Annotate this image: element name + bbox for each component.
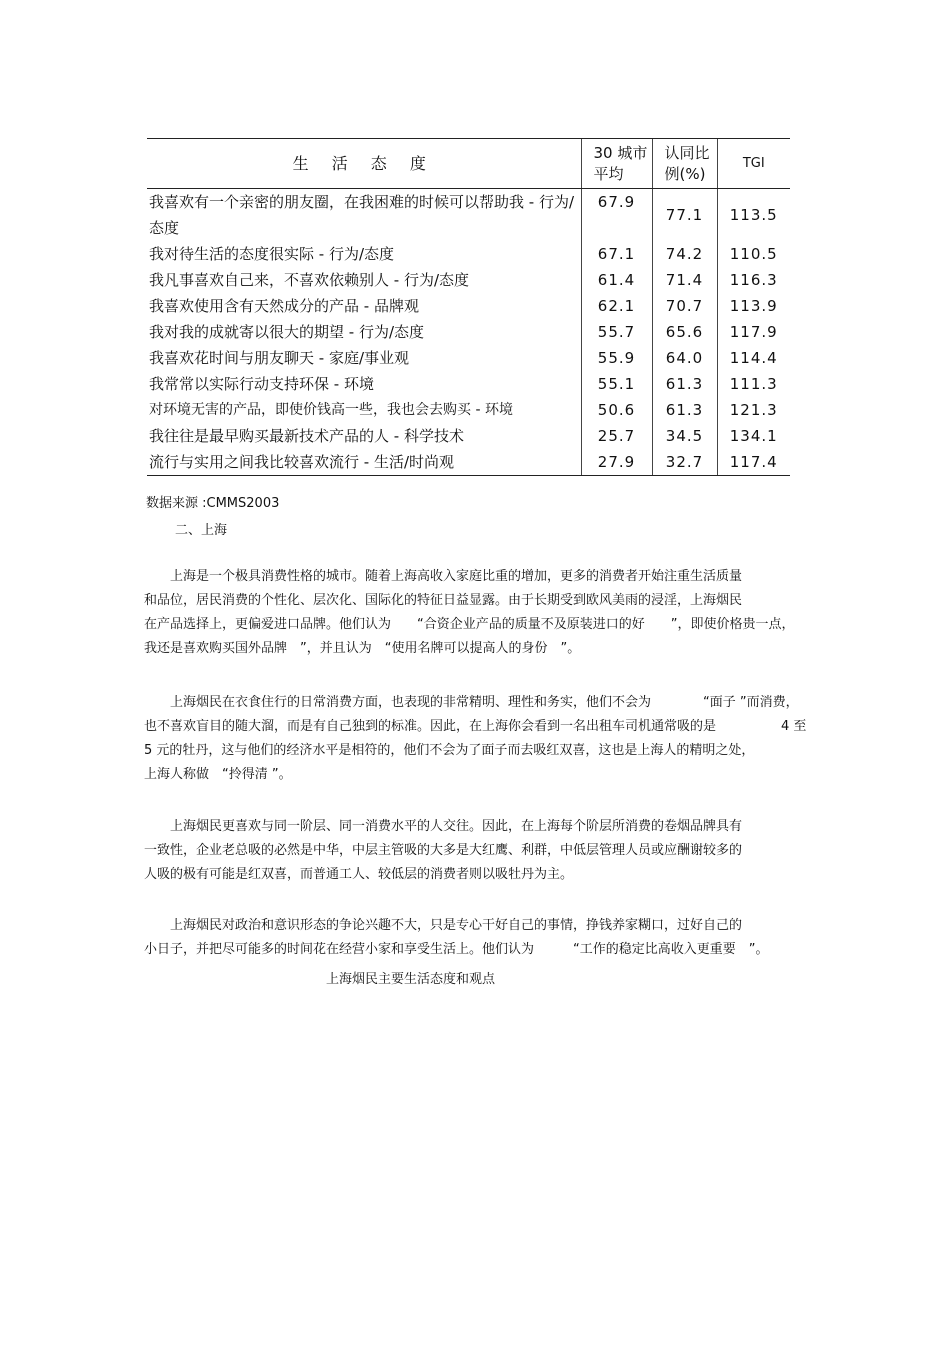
row-agreement-ratio: 32.7 xyxy=(652,449,717,476)
paragraph-line: 上海人称做 “拎得清 ”。 xyxy=(144,767,292,782)
table-row xyxy=(147,397,790,423)
row-tgi: 111.3 xyxy=(717,371,790,397)
paragraph-line: 我还是喜欢购买国外品牌 ”，并且认为 “使用名牌可以提高人的身份 ”。 xyxy=(144,641,581,656)
paragraph-line: 上海烟民在衣食住行的日常消费方面，也表现的非常精明、理性和务实，他们不会为 “面子 ”而消费， xyxy=(144,695,799,710)
row-statement: 我往往是最早购买最新技术产品的人 - 科学技术 xyxy=(149,427,464,445)
row-city-average: 25.7 xyxy=(581,423,652,449)
header-attitude: 生 活 态 度 xyxy=(147,139,581,189)
table-row xyxy=(147,267,790,293)
row-agreement-ratio: 64.0 xyxy=(652,345,717,371)
paragraph-daily-consumption xyxy=(144,691,814,787)
row-statement: 我凡事喜欢自己来，不喜欢依赖别人 - 行为/态度 xyxy=(149,271,470,289)
section-title: 二、上海 xyxy=(175,523,228,538)
attitude-table xyxy=(147,138,790,476)
row-statement: 对环境无害的产品，即使价钱高一些，我也会去购买 - 环境 xyxy=(149,402,513,418)
table-row xyxy=(147,371,790,397)
paragraph-line: 上海烟民更喜欢与同一阶层、同一消费水平的人交往。因此，在上海每个阶层所消费的卷烟品牌具有 xyxy=(144,819,743,834)
paragraph-line: 5 元的牡丹，这与他们的经济水平是相符的，他们不会为了面子而去吸红双喜，这也是上海人的精明之处， xyxy=(144,743,755,758)
row-statement: 我喜欢使用含有天然成分的产品 - 品牌观 xyxy=(149,297,419,315)
table-row xyxy=(147,449,790,476)
row-statement: 流行与实用之间我比较喜欢流行 - 生活/时尚观 xyxy=(147,449,581,476)
row-city-average: 55.7 xyxy=(581,319,652,345)
table-row xyxy=(147,319,790,345)
row-tgi: 121.3 xyxy=(717,397,790,423)
row-statement: 我对我的成就寄以很大的期望 - 行为/态度 xyxy=(149,323,425,341)
paragraph-consumption-character xyxy=(144,565,814,661)
row-agreement-ratio: 74.2 xyxy=(652,241,717,267)
paragraph-line: 一致性，企业老总吸的必然是中华，中层主管吸的大多是大红鹰、利群，中低层管理人员或应酬谢较多的 xyxy=(144,843,743,858)
header-tgi: TGI xyxy=(717,139,790,189)
row-statement: 我对待生活的态度很实际 - 行为/态度 xyxy=(149,245,395,263)
header-agreement-ratio-line2: 例(%) xyxy=(664,164,706,183)
row-tgi: 116.3 xyxy=(717,267,790,293)
table-header-row xyxy=(147,139,790,189)
paragraph-line: 和品位，居民消费的个性化、层次化、国际化的特征日益显露。由于长期受到欧风美雨的浸淫，上海烟民 xyxy=(144,593,743,608)
attitude-table-container xyxy=(147,138,790,476)
header-city-average xyxy=(581,139,652,189)
row-tgi: 110.5 xyxy=(717,241,790,267)
row-city-average: 67.9 xyxy=(581,189,652,242)
row-agreement-ratio: 77.1 xyxy=(652,189,717,242)
row-agreement-ratio: 34.5 xyxy=(652,423,717,449)
row-agreement-ratio: 61.3 xyxy=(652,371,717,397)
row-statement: 我喜欢有一个亲密的朋友圈，在我困难的时候可以帮助我 - 行为/态度 xyxy=(149,193,575,237)
row-statement: 我常常以实际行动支持环保 - 环境 xyxy=(149,375,374,393)
row-agreement-ratio: 65.6 xyxy=(652,319,717,345)
row-tgi: 117.4 xyxy=(717,449,790,476)
table-row xyxy=(147,423,790,449)
paragraph-line: 小日子，并把尽可能多的时间花在经营小家和享受生活上。他们认为 “工作的稳定比高收入更重要 ”。 xyxy=(144,942,769,957)
row-city-average: 50.6 xyxy=(581,397,652,423)
row-statement: 我喜欢花时间与朋友聊天 - 家庭/事业观 xyxy=(149,349,410,367)
data-source-note: 数据来源 :CMMS2003 xyxy=(146,496,280,511)
row-tgi: 114.4 xyxy=(717,345,790,371)
paragraph-line: 在产品选择上，更偏爱进口品牌。他们认为 “合资企业产品的质量不及原装进口的好 ”，即使价格贵一点， xyxy=(144,617,795,632)
table-row xyxy=(147,345,790,371)
row-city-average: 67.1 xyxy=(581,241,652,267)
row-city-average: 61.4 xyxy=(581,267,652,293)
paragraph-line: 人吸的极有可能是红双喜，而普通工人、较低层的消费者则以吸牡丹为主。 xyxy=(144,867,574,882)
row-tgi: 113.5 xyxy=(717,189,790,242)
row-agreement-ratio: 61.3 xyxy=(652,397,717,423)
row-agreement-ratio: 71.4 xyxy=(652,267,717,293)
row-tgi: 113.9 xyxy=(717,293,790,319)
row-agreement-ratio: 70.7 xyxy=(652,293,717,319)
paragraph-line: 也不喜欢盲目的随大溜，而是有自己独到的标准。因此，在上海你会看到一名出租车司机通常吸的是 4 至 xyxy=(144,719,807,734)
table-caption: 上海烟民主要生活态度和观点 xyxy=(326,972,496,987)
row-city-average: 62.1 xyxy=(581,293,652,319)
row-city-average: 27.9 xyxy=(581,449,652,476)
paragraph-life-values xyxy=(144,914,814,962)
header-city-average-line2: 平均 xyxy=(593,164,624,183)
header-agreement-ratio-line1: 认同比 xyxy=(664,143,710,162)
table-row xyxy=(147,189,790,242)
row-city-average: 55.1 xyxy=(581,371,652,397)
header-city-average-line1: 30 城市 xyxy=(593,143,648,162)
table-row xyxy=(147,241,790,267)
row-city-average: 55.9 xyxy=(581,345,652,371)
table-row xyxy=(147,293,790,319)
row-tgi: 134.1 xyxy=(717,423,790,449)
paragraph-line: 上海是一个极具消费性格的城市。随着上海高收入家庭比重的增加，更多的消费者开始注重生活质量 xyxy=(144,569,743,584)
row-tgi: 117.9 xyxy=(717,319,790,345)
paragraph-line: 上海烟民对政治和意识形态的争论兴趣不大，只是专心干好自己的事情，挣钱养家糊口，过好自己的 xyxy=(144,918,743,933)
header-agreement-ratio xyxy=(652,139,717,189)
paragraph-social-class xyxy=(144,815,814,887)
